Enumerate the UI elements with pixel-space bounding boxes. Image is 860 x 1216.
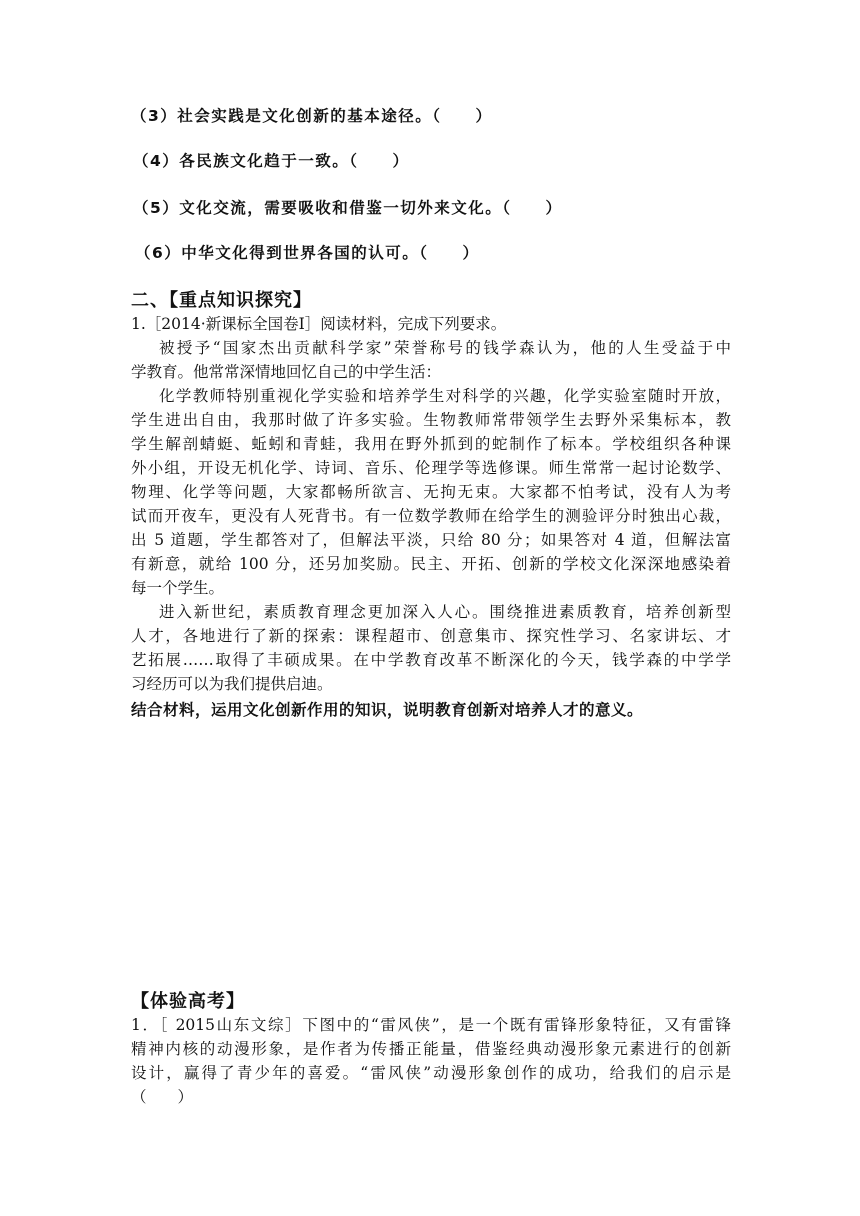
material-line: 化学教师特别重视化学实验和培养学生对科学的兴趣，化学实验室随时开放， [159, 387, 731, 405]
material-line: 被授予“国家杰出贡献科学家”荣誉称号的钱学森认为，他的人生受益于中 [159, 339, 731, 357]
exam-question-line: 精神内核的动漫形象，是作者为传播正能量，借鉴经典动漫形象元素进行的创新 [131, 1040, 731, 1058]
material-line: 艺拓展……取得了丰硕成果。在中学教育改革不断深化的今天，钱学森的中学学 [131, 651, 731, 669]
material-line: 每一个学生。 [131, 579, 225, 597]
material-line: 人才，各地进行了新的探索：课程超市、创意集市、探究性学习、名家讲坛、才 [131, 627, 731, 645]
material-line: 进入新世纪，素质教育理念更加深入人心。围绕推进素质教育，培养创新型 [159, 603, 731, 621]
exam-question-line: 设计，赢得了青少年的喜爱。“雷风侠”动漫形象创作的成功，给我们的启示是 [131, 1064, 731, 1082]
exam-question-line: 1．［ 2015山东文综］下图中的“雷风侠”，是一个既有雷锋形象特征，又有雷锋 [131, 1016, 731, 1034]
question-1-stem: 1.［2014·新课标全国卷Ⅰ］阅读材料，完成下列要求。 [131, 315, 507, 333]
material-line: 有新意，就给 100 分，还另加奖励。民主、开拓、创新的学校文化深深地感染着 [131, 555, 731, 573]
judgment-item-4: （4）各民族文化趋于一致。（ ） [133, 152, 410, 170]
material-line: 学生解剖蜻蜓、蚯蚓和青蛙，我用在野外抓到的蛇制作了标本。学校组织各种课 [131, 435, 731, 453]
judgment-item-5: （5）文化交流，需要吸收和借鉴一切外来文化。（ ） [133, 199, 563, 217]
material-line: 习经历可以为我们提供启迪。 [131, 675, 333, 693]
judgment-item-3: （3）社会实践是文化创新的基本途径。（ ） [131, 107, 493, 125]
material-line: 外小组，开设无机化学、诗词、音乐、伦理学等选修课。师生常常一起讨论数学、 [131, 459, 731, 477]
judgment-item-6: （6）中华文化得到世界各国的认可。（ ） [135, 244, 480, 262]
material-line: 试而开夜车，更没有人死背书。有一位数学教师在给学生的测验评分时独出心裁， [131, 507, 731, 525]
answer-blank: （ ） [131, 1088, 194, 1106]
material-line: 物理、化学等问题，大家都畅所欲言、无拘无束。大家都不怕考试，没有人为考 [131, 483, 731, 501]
material-line: 出 5 道题，学生都答对了，但解法平淡，只给 80 分；如果答对 4 道，但解法富 [131, 531, 731, 549]
section-heading-exam-experience: 【体验高考】 [131, 991, 245, 1012]
material-line: 学教育。他常常深情地回忆自己的中学生活： [131, 363, 442, 381]
section-heading-key-knowledge: 二、【重点知识探究】 [131, 290, 312, 311]
material-line: 学生进出自由，我那时做了许多实验。生物教师常带领学生去野外采集标本，教 [131, 411, 731, 429]
question-1-task: 结合材料，运用文化创新作用的知识，说明教育创新对培养人才的意义。 [131, 701, 644, 719]
